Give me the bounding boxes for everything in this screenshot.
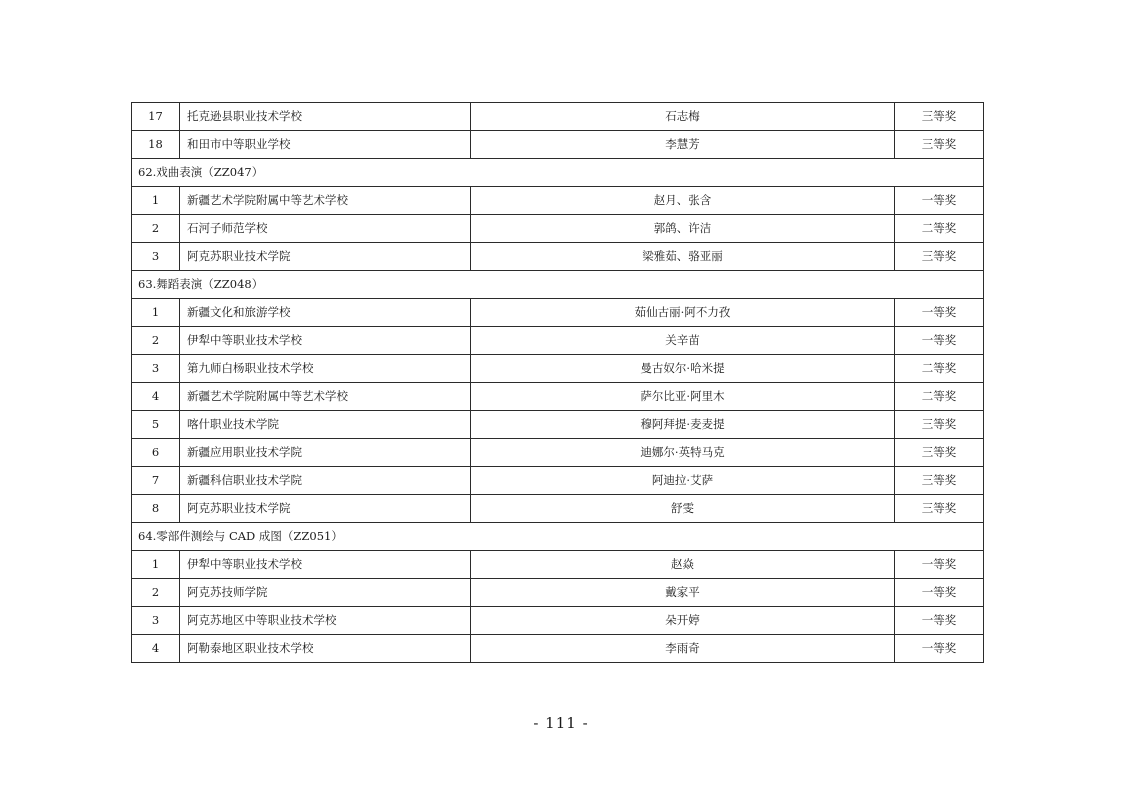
award-level-cell: 一等奖 <box>895 579 984 607</box>
table-row <box>132 355 984 383</box>
award-level-cell: 三等奖 <box>895 495 984 523</box>
school-name-cell: 阿克苏职业技术学院 <box>180 243 471 271</box>
school-name-cell: 伊犁中等职业技术学校 <box>180 551 471 579</box>
award-level-cell: 二等奖 <box>895 215 984 243</box>
rank-number-cell: 2 <box>132 327 180 355</box>
winner-name-cell: 李雨奇 <box>471 635 895 663</box>
school-name-cell: 托克逊县职业技术学校 <box>180 103 471 131</box>
table-row <box>132 551 984 579</box>
section-header-row <box>132 523 984 551</box>
table-row <box>132 215 984 243</box>
award-level-cell: 一等奖 <box>895 551 984 579</box>
school-name-cell: 新疆科信职业技术学院 <box>180 467 471 495</box>
award-level-cell: 一等奖 <box>895 299 984 327</box>
winner-name-cell: 茹仙古丽·阿不力孜 <box>471 299 895 327</box>
school-name-cell: 伊犁中等职业技术学校 <box>180 327 471 355</box>
table-row <box>132 495 984 523</box>
winner-name-cell: 梁雅茹、骆亚丽 <box>471 243 895 271</box>
award-level-cell: 二等奖 <box>895 355 984 383</box>
award-level-cell: 三等奖 <box>895 103 984 131</box>
section-header-row <box>132 271 984 299</box>
school-name-cell: 新疆艺术学院附属中等艺术学校 <box>180 187 471 215</box>
award-results-table <box>131 102 984 663</box>
school-name-cell: 阿克苏职业技术学院 <box>180 495 471 523</box>
winner-name-cell: 郭鸽、许洁 <box>471 215 895 243</box>
table-row <box>132 607 984 635</box>
school-name-cell: 和田市中等职业学校 <box>180 131 471 159</box>
rank-number-cell: 3 <box>132 607 180 635</box>
winner-name-cell: 赵月、张含 <box>471 187 895 215</box>
table-row <box>132 579 984 607</box>
award-level-cell: 一等奖 <box>895 635 984 663</box>
rank-number-cell: 3 <box>132 243 180 271</box>
table-row <box>132 299 984 327</box>
section-header-row <box>132 159 984 187</box>
school-name-cell: 新疆文化和旅游学校 <box>180 299 471 327</box>
section-title: 64.零部件测绘与 CAD 成图（ZZ051） <box>132 523 984 551</box>
rank-number-cell: 4 <box>132 635 180 663</box>
school-name-cell: 阿克苏技师学院 <box>180 579 471 607</box>
award-level-cell: 一等奖 <box>895 607 984 635</box>
table-row <box>132 131 984 159</box>
rank-number-cell: 7 <box>132 467 180 495</box>
award-level-cell: 三等奖 <box>895 411 984 439</box>
award-level-cell: 二等奖 <box>895 383 984 411</box>
table-row <box>132 327 984 355</box>
winner-name-cell: 曼古奴尔·哈米提 <box>471 355 895 383</box>
winner-name-cell: 舒雯 <box>471 495 895 523</box>
winner-name-cell: 关辛苗 <box>471 327 895 355</box>
table-row <box>132 243 984 271</box>
table-row <box>132 467 984 495</box>
award-level-cell: 一等奖 <box>895 187 984 215</box>
rank-number-cell: 6 <box>132 439 180 467</box>
school-name-cell: 石河子师范学校 <box>180 215 471 243</box>
rank-number-cell: 8 <box>132 495 180 523</box>
award-level-cell: 三等奖 <box>895 243 984 271</box>
winner-name-cell: 戴家平 <box>471 579 895 607</box>
winner-name-cell: 迪娜尔·英特马克 <box>471 439 895 467</box>
rank-number-cell: 2 <box>132 579 180 607</box>
table-row <box>132 103 984 131</box>
winner-name-cell: 穆阿拜提·麦麦提 <box>471 411 895 439</box>
winner-name-cell: 石志梅 <box>471 103 895 131</box>
section-title: 62.戏曲表演（ZZ047） <box>132 159 984 187</box>
rank-number-cell: 17 <box>132 103 180 131</box>
winner-name-cell: 李慧芳 <box>471 131 895 159</box>
school-name-cell: 新疆应用职业技术学院 <box>180 439 471 467</box>
school-name-cell: 第九师白杨职业技术学校 <box>180 355 471 383</box>
rank-number-cell: 2 <box>132 215 180 243</box>
rank-number-cell: 1 <box>132 299 180 327</box>
table-row <box>132 383 984 411</box>
award-level-cell: 一等奖 <box>895 327 984 355</box>
winner-name-cell: 萨尔比亚·阿里木 <box>471 383 895 411</box>
section-title: 63.舞蹈表演（ZZ048） <box>132 271 984 299</box>
rank-number-cell: 3 <box>132 355 180 383</box>
school-name-cell: 阿克苏地区中等职业技术学校 <box>180 607 471 635</box>
winner-name-cell: 阿迪拉·艾萨 <box>471 467 895 495</box>
school-name-cell: 新疆艺术学院附属中等艺术学校 <box>180 383 471 411</box>
award-table-body <box>132 103 984 663</box>
table-row <box>132 411 984 439</box>
winner-name-cell: 朵开婷 <box>471 607 895 635</box>
award-level-cell: 三等奖 <box>895 131 984 159</box>
page-number: - 111 - <box>533 714 589 732</box>
winner-name-cell: 赵焱 <box>471 551 895 579</box>
award-level-cell: 三等奖 <box>895 467 984 495</box>
rank-number-cell: 1 <box>132 551 180 579</box>
rank-number-cell: 4 <box>132 383 180 411</box>
rank-number-cell: 18 <box>132 131 180 159</box>
rank-number-cell: 1 <box>132 187 180 215</box>
table-row <box>132 187 984 215</box>
table-row <box>132 635 984 663</box>
table-row <box>132 439 984 467</box>
award-level-cell: 三等奖 <box>895 439 984 467</box>
school-name-cell: 阿勒泰地区职业技术学校 <box>180 635 471 663</box>
school-name-cell: 喀什职业技术学院 <box>180 411 471 439</box>
rank-number-cell: 5 <box>132 411 180 439</box>
